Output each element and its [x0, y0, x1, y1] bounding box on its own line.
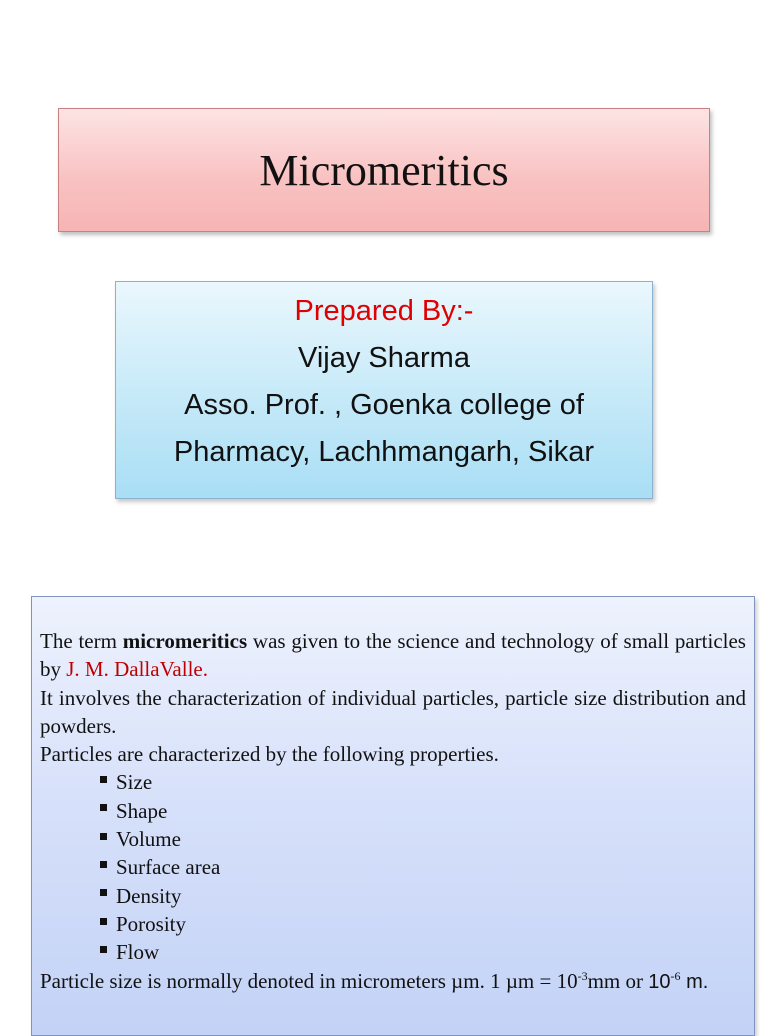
ten-base: 10	[648, 970, 671, 993]
exponent-mm: -3	[577, 968, 588, 983]
exponent-m: -6	[670, 968, 681, 983]
author-box	[115, 281, 653, 499]
square-bullet-icon	[100, 861, 107, 868]
list-item	[100, 882, 746, 910]
properties-list	[40, 768, 746, 966]
definition-suffix: was given to the science and technology of small particles by	[40, 629, 746, 682]
definition-prefix: The term	[40, 629, 123, 653]
author-name: Vijay Sharma	[298, 342, 470, 374]
definition-paragraph	[40, 627, 746, 684]
list-item	[100, 768, 746, 796]
slide-title: Micromeritics	[259, 145, 509, 195]
list-item	[100, 797, 746, 825]
dallavalle-name: J. M. DallaValle.	[66, 657, 208, 682]
prepared-by-label: Prepared By:-	[294, 295, 474, 327]
characterization-paragraph: It involves the characterization of individual particles, particle size distribution and powders.	[40, 685, 746, 738]
square-bullet-icon	[100, 918, 107, 925]
particle-size-mid: mm or	[587, 968, 649, 993]
property-label: Flow	[116, 940, 160, 965]
property-label: Density	[116, 883, 182, 908]
square-bullet-icon	[100, 833, 107, 840]
property-label: Shape	[116, 798, 168, 823]
particle-size-paragraph	[40, 967, 746, 996]
properties-intro: Particles are characterized by the following properties.	[40, 742, 499, 767]
list-item	[100, 825, 746, 853]
property-label: Surface area	[116, 855, 221, 880]
property-label: Volume	[116, 827, 181, 852]
title-box	[58, 108, 710, 232]
particle-size-end: m.	[680, 970, 709, 993]
author-affiliation-line2: Pharmacy, Lachhmangarh, Sikar	[173, 436, 595, 468]
square-bullet-icon	[100, 889, 107, 896]
square-bullet-icon	[100, 804, 107, 811]
property-label: Size	[116, 770, 153, 795]
list-item	[100, 853, 746, 881]
content-box	[31, 596, 755, 1036]
square-bullet-icon	[100, 776, 107, 783]
list-item	[100, 910, 746, 938]
square-bullet-icon	[100, 946, 107, 953]
list-item	[100, 938, 746, 966]
author-affiliation-line1: Asso. Prof. , Goenka college of	[184, 389, 584, 421]
term-micromeritics: micromeritics	[122, 629, 248, 653]
property-label: Porosity	[116, 911, 187, 936]
particle-size-text: Particle size is normally denoted in micrometers µm. 1 µm = 10	[40, 968, 578, 993]
